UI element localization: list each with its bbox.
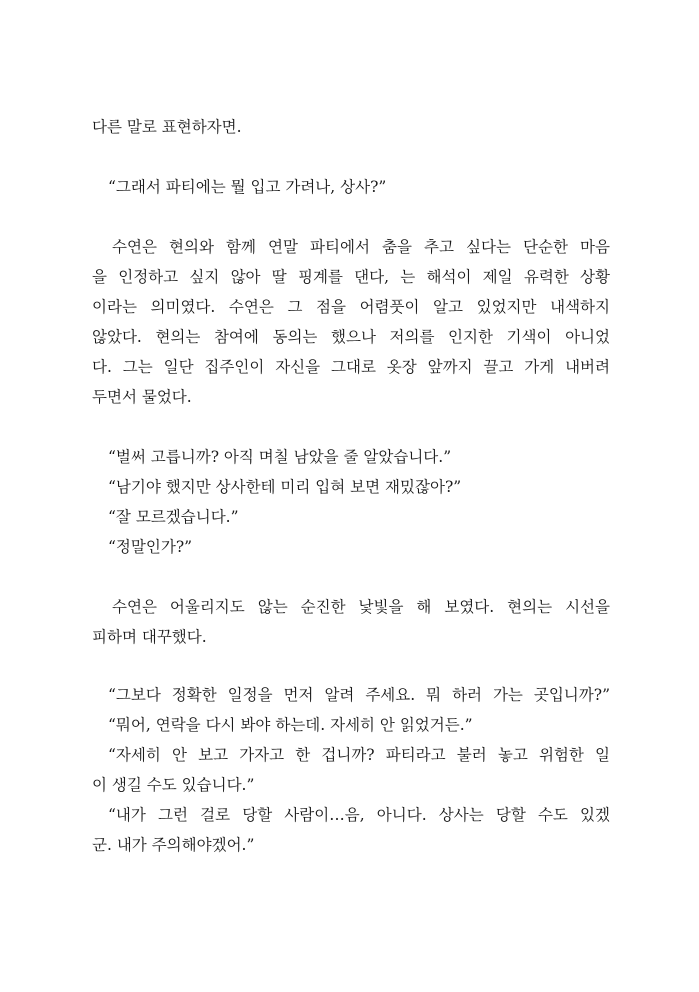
dialogue-block-1 (92, 442, 610, 562)
text-line: 이 생길 수도 있습니다.” (92, 776, 255, 794)
paragraph-1 (92, 112, 610, 142)
text-line: “자세히 안 보고 가자고 한 겁니까? 파티라고 불러 놓고 위험한 일 (108, 746, 610, 764)
text-line: 피하며 대꾸했다. (92, 628, 207, 646)
paragraph-3 (92, 232, 610, 412)
text-line: “그보다 정확한 일정을 먼저 알려 주세요. 뭐 하러 가는 곳입니까?” (108, 686, 610, 704)
text-line: 군. 내가 주의해야겠어.” (92, 836, 255, 854)
dialogue-line (92, 172, 610, 202)
text-line: “그래서 파티에는 뭘 입고 가려나, 상사?” (108, 178, 387, 196)
text-line: 수연은 어울리지도 않는 순진한 낯빛을 해 보였다. 현의는 시선을 (112, 598, 610, 616)
text-line: “정말인가?” (108, 538, 193, 556)
text-line: 이라는 의미였다. 수연은 그 점을 어렴풋이 알고 있었지만 내색하지 (92, 298, 610, 316)
text-line: 않았다. 현의는 참여에 동의는 했으나 저의를 인지한 기색이 아니었 (92, 328, 610, 346)
text-line: “뭐어, 연락을 다시 봐야 하는데. 자세히 안 읽었거든.” (108, 716, 473, 734)
text-line: “잘 모르겠습니다.” (108, 508, 239, 526)
text-line: 을 인정하고 싶지 않아 딸 핑계를 댄다, 는 해석이 제일 유력한 상황 (92, 268, 610, 286)
text-line: “내가 그런 걸로 당할 사람이…음, 아니다. 상사는 당할 수도 있겠 (108, 806, 610, 824)
text-line: 다. 그는 일단 집주인이 자신을 그대로 옷장 앞까지 끌고 가게 내버려 (92, 358, 610, 376)
text-line: 수연은 현의와 함께 연말 파티에서 춤을 추고 싶다는 단순한 마음 (112, 238, 610, 256)
text-line: 두면서 물었다. (92, 388, 192, 406)
paragraph-4 (92, 592, 610, 652)
text-line: 다른 말로 표현하자면. (92, 118, 242, 136)
dialogue-block-2 (92, 680, 610, 860)
text-line: “남기야 했지만 상사한테 미리 입혀 보면 재밌잖아?” (108, 478, 462, 496)
text-line: “벌써 고릅니까? 아직 며칠 남았을 줄 알았습니다.” (108, 448, 452, 466)
